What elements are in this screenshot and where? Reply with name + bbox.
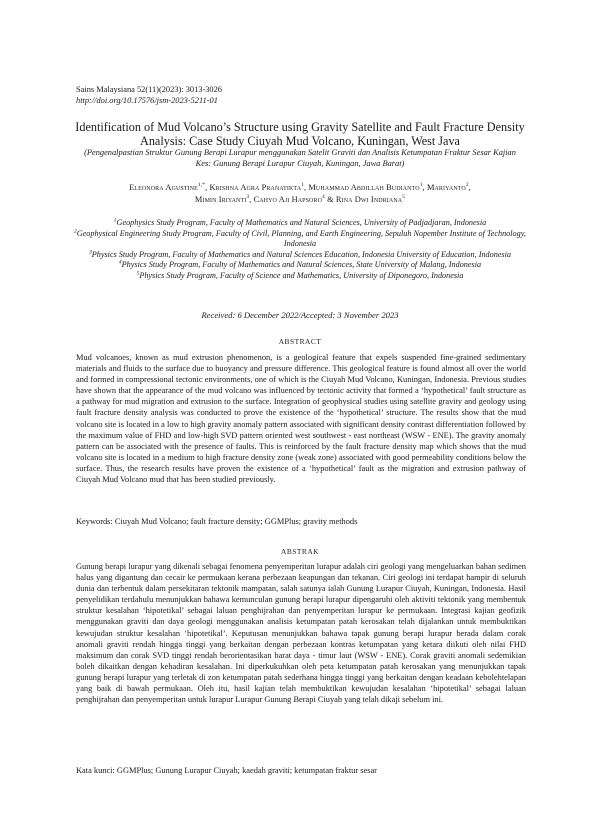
doi-link[interactable]: http://doi.org/10.17576/jsm-2023-5211-01 [76,96,218,105]
paper-title: Identification of Mud Volcano’s Structure using Gravity Satellite and Fault Fracture Density Analysis: Case Study Ciuyah Mud Volcano, Kuningan, West Java [75,120,525,148]
affiliation-list [72,218,528,281]
author-name: Mimin Iriyanti [194,195,247,204]
affiliation: $^4$Physics Study Program, Faculty of Mathematics and Natural Sciences, State University of Malang, Indonesia [118,259,482,269]
author-affil-mark: 4 [322,194,325,201]
author-name: Mariyanto [426,183,466,192]
paper-subtitle-malay: (Pengenalpastian Struktur Gunung Berapi Lurapur menggunakan Satelit Graviti dan Analisis Ketumpatan Fraktur Sesar Kajian Kes: Gunung Berapi Lurapur Ciuyah, Kuningan, Jawa Barat) [84,148,516,168]
author-affil-mark: 1 [301,182,304,189]
author-name: Krishna Agra Pranatikta [209,183,302,192]
author-name: Muhammad Abdillah Budianto [308,183,420,192]
journal-header [76,84,222,106]
abstract-body: Mud volcanoes, known as mud extrusion phenomenon, is a geological feature that expels suspended fine-grained sedimentary materials and fluids to the surface due to buoyancy and pressure difference. This geological feature is found almost all over the world and formed in compressional tectonic environments, one of which is the Ciuyah Mud Volcano, Kuningan, Indonesia. Previous studies have shown that the appearance of the mud volcano was influenced by tectonic activity that formed a ‘hypothetical’ fault structure as a pathway for mud migration and extrusion to the surface. Integration of geophysical studies using satellite gravity and geology using fault fracture density analysis was conducted to prove the existence of the ‘hypothetical’ structure. The results show that the mud volcano site is located in a low to high gravity anomaly pattern associated with significant density contrast differentiation followed by the maximum value of FHD and low-high SVD pattern oriented west southwest - east northeast (WSW - ENE). The gravity anomaly pattern can be associated with the presence of faults. This is reinforced by the fault fracture density map which shows that the mud volcano site is located in a medium to high fracture density zone (weak zone) associated with good permeability conditions below the surface. Thus, the research results have proven the existence of a ‘hypothetical’ fault as the migration and extrusion pathway of Ciuyah Mud Volcano mud that has been studied previously. [76,353,526,485]
author-affil-mark: 5 [402,194,406,201]
author-list: Eleonora Agustine$^{1,*}$, Krishna Agra Pranatikta$^1$, Muhammad Abdillah Budianto$^1$, Mariyanto$^2$, Mimin Iriyanti$^3$, Cahyo Aji Hapsoro$^4$ & Rina Dwi Indriana$^5$ [129,182,471,204]
received-accepted-dates: Received: 6 December 2022/Accepted: 3 November 2023 [201,310,399,320]
affiliation: $^3$Physics Study Program, Faculty of Mathematics and Natural Sciences Education, Indonesia University of Education, Indonesia [89,248,511,259]
keywords: Keywords: Ciuyah Mud Volcano; fault fracture density; GGMPlus; gravity methods [76,517,358,526]
author-affil-mark: 1,* [197,182,206,189]
journal-citation: Sains Malaysiana 52(11)(2023): 3013-3026 [76,85,222,94]
affiliation: $^2$Geophysical Engineering Study Program, Faculty of Civil, Planning, and Earth Engineering, Sepuluh Nopember Institute of Technology, Indonesia [74,227,526,248]
abstract-heading: ABSTRACT [278,337,322,346]
kata-kunci: Kata kunci: GGMPlus; Gunung Lurapur Ciuyah; kaedah graviti; ketumpatan fraktur sesar [76,766,377,775]
author-affil-mark: 2 [465,182,469,189]
affiliation: $^5$Physics Study Program, Faculty of Science and Mathematics, University of Diponegoro, Indonesia [136,269,464,280]
author-name: Rina Dwi Indriana [335,195,403,204]
author-name: Cahyo Aji Hapsoro [253,195,323,204]
author-name: Eleonora Agustine [129,183,198,192]
author-affil-mark: 3 [246,194,250,201]
author-affil-mark: 1 [419,182,423,189]
affiliation: $^1$Geophysics Study Program, Faculty of Mathematics and Natural Sciences, University of Padjadjaran, Indonesia [113,217,487,227]
abstrak-body: Gunung berapi lurapur yang dikenali sebagai fenomena penyemperitan lurapur adalah ciri geologi yang mengeluarkan bahan sedimen halus yang digantung dan cecair ke permukaan kerana perbezaan keapungan dan tekanan. Ciri geologi ini terdapat hampir di seluruh dunia dan terbentuk dalam persekitaran tektonik mampatan, salah satunya ialah Gunung Lurapur Ciuyah, Kuningan, Indonesia. Hasil penyelidikan terdahulu menunjukkan bahawa kemunculan gunung berapi lurapur dipengaruhi oleh aktiviti tektonik yang membentuk struktur kesalahan ‘hipotetikal’ sebagai laluan penghijrahan dan penyemperitan lurapur ke permukaan. Integrasi kajian geofizik menggunakan graviti dan daya geologi menggunakan analisis ketumpatan patah kerosakan telah dijalankan untuk membuktikan kewujudan struktur kesalahan ‘hipotetikal’. Keputusan menunjukkan bahawa tapak gunung berapi lurapur berada dalam corak anomali graviti rendah hingga tinggi yang berkaitan dengan perbezaan kontras ketumpatan yang ketara diikuti oleh nilai FHD maksimum dan corak SVD tinggi rendah berorientasikan barat daya - timur laut (WSW - ENE). Corak graviti anomali sedemikian boleh dikaitkan dengan kehadiran kesalahan. Ini diperkukuhkan oleh peta ketumpatan patah kerosakan yang menunjukkan tapak gunung berapi lurapur yang terletak di zon ketumpatan patah sederhana hingga tinggi yang berkaitan dengan keadaan kebolehtelapan yang baik di bawah permukaan. Oleh itu, hasil kajian telah membuktikan kewujudan kesalahan ‘hipotetikal’ sebagai laluan penghijrahan dan penyemperitan untuk lurapur Lurapur Gunung Berapi Ciuyah yang telah dikaji sebelum ini. [76,562,526,705]
abstrak-heading: ABSTRAK [281,547,319,556]
